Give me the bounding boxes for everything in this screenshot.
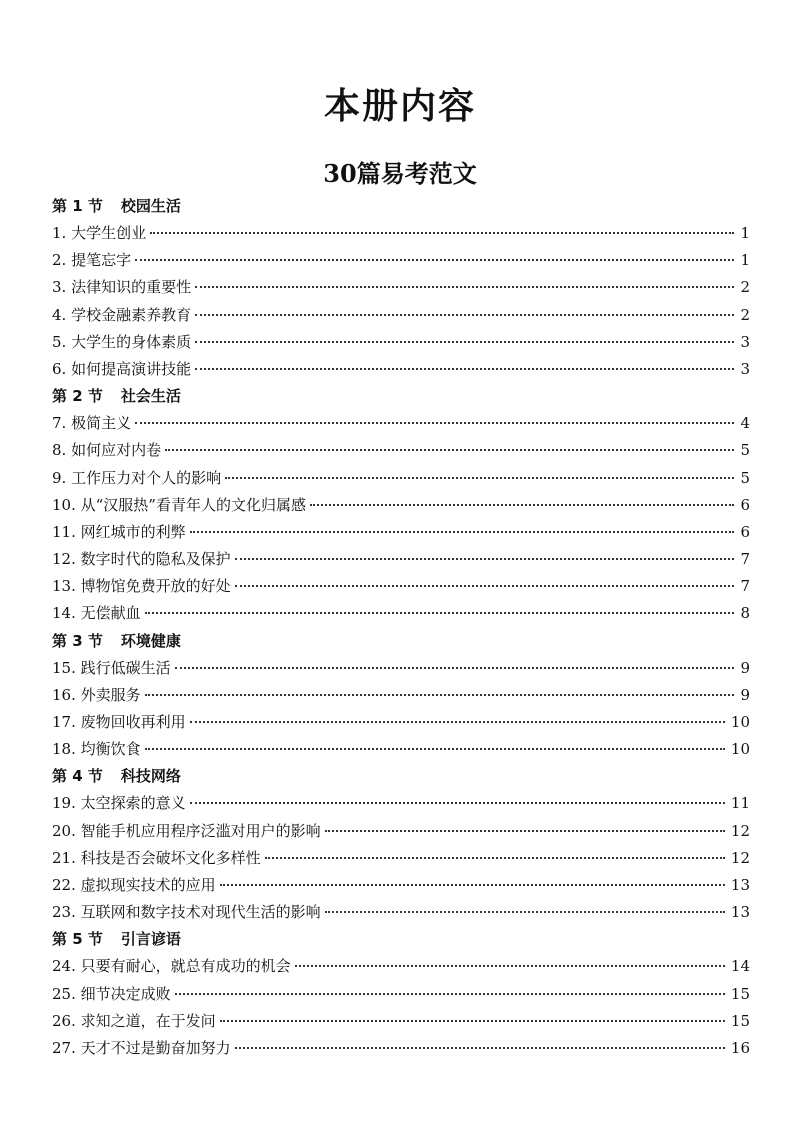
entry-page: 15 [730, 984, 750, 1003]
entry-page: 3 [740, 332, 750, 351]
toc-entry[interactable] [52, 519, 752, 546]
entry-title: 13. 博物馆免费开放的好处 [52, 577, 231, 596]
section-name: 科技网络 [120, 767, 181, 786]
toc-entry[interactable] [52, 274, 752, 301]
entry-page: 13 [730, 903, 750, 922]
entry-page: 2 [740, 278, 750, 297]
section-label: 第 2 节 [52, 387, 103, 406]
entry-title: 4. 学校金融素养教育 [52, 305, 192, 324]
toc-entry[interactable] [52, 492, 752, 519]
section-label: 第 4 节 [52, 767, 103, 786]
toc-entry[interactable] [52, 465, 752, 492]
entry-page: 5 [740, 441, 750, 460]
entry-page: 16 [730, 1038, 750, 1057]
entry-title: 23. 互联网和数字技术对现代生活的影响 [52, 903, 321, 922]
dot-leader [190, 531, 734, 533]
section-name: 引言谚语 [120, 930, 181, 949]
entry-page: 13 [730, 875, 750, 894]
toc-entry[interactable] [52, 356, 752, 383]
entry-page: 11 [730, 794, 750, 813]
entry-title: 8. 如何应对内卷 [52, 441, 162, 460]
dot-leader [225, 477, 734, 479]
dot-leader [220, 1020, 725, 1022]
dot-leader [295, 965, 725, 967]
toc-entry[interactable] [52, 953, 752, 980]
entry-page: 14 [730, 957, 750, 976]
entry-page: 9 [740, 658, 750, 677]
entry-title: 21. 科技是否会破坏文化多样性 [52, 848, 261, 867]
entry-page: 8 [740, 604, 750, 623]
dot-leader [195, 368, 734, 370]
page-title: 本册内容 [323, 85, 476, 127]
section-heading [52, 628, 752, 655]
entry-title: 2. 提笔忘字 [52, 251, 132, 270]
entry-page: 12 [730, 821, 750, 840]
entry-page: 3 [740, 359, 750, 378]
entry-page: 2 [740, 305, 750, 324]
toc-entry[interactable] [52, 437, 752, 464]
dot-leader [135, 422, 734, 424]
section-heading [52, 383, 752, 410]
entry-page: 6 [740, 495, 750, 514]
dot-leader [145, 694, 734, 696]
entry-title: 9. 工作压力对个人的影响 [52, 468, 222, 487]
dot-leader [235, 1047, 725, 1049]
entry-page: 7 [740, 550, 750, 569]
entry-title: 1. 大学生创业 [52, 224, 147, 242]
toc-entry[interactable] [52, 546, 752, 573]
entry-title: 17. 废物回收再利用 [52, 713, 186, 731]
toc-entry[interactable] [52, 899, 752, 926]
section-heading [52, 926, 752, 953]
toc-entry[interactable] [52, 573, 752, 600]
dot-leader [195, 314, 734, 316]
dot-leader [220, 884, 725, 886]
section-name: 校园生活 [120, 197, 181, 215]
dot-leader [310, 504, 734, 506]
entry-title: 11. 网红城市的利弊 [52, 522, 186, 541]
section-name: 环境健康 [120, 631, 181, 650]
dot-leader [190, 802, 725, 804]
toc-entry[interactable] [52, 1008, 752, 1035]
entry-page: 15 [730, 1011, 750, 1030]
dot-leader [190, 721, 725, 723]
toc-entry[interactable] [52, 981, 752, 1008]
entry-page: 12 [730, 848, 750, 867]
entry-page: 10 [730, 713, 750, 731]
toc-entry[interactable] [52, 220, 752, 247]
section-label: 第 5 节 [52, 930, 103, 949]
toc-entry[interactable] [52, 1035, 752, 1062]
entry-title: 24. 只要有耐心，就总有成功的机会 [52, 957, 291, 976]
entry-title: 16. 外卖服务 [52, 685, 141, 704]
entry-title: 7. 极简主义 [52, 414, 132, 433]
toc-entry[interactable] [52, 329, 752, 356]
entry-title: 18. 均衡饮食 [52, 740, 141, 759]
dot-leader [195, 341, 734, 343]
dot-leader [265, 857, 725, 859]
entry-title: 20. 智能手机应用程序泛滥对用户的影响 [52, 821, 321, 840]
page-subtitle: 30篇易考范文 [323, 159, 477, 188]
entry-title: 5. 大学生的身体素质 [52, 332, 192, 351]
entry-page: 1 [740, 224, 750, 242]
entry-page: 9 [740, 685, 750, 704]
dot-leader [175, 993, 725, 995]
dot-leader [235, 585, 734, 587]
toc-entry[interactable] [52, 302, 752, 329]
entry-page: 1 [740, 251, 750, 270]
toc-entry[interactable] [52, 709, 752, 736]
entry-title: 12. 数字时代的隐私及保护 [52, 550, 231, 569]
toc-entry[interactable] [52, 818, 752, 845]
entry-title: 22. 虚拟现实技术的应用 [52, 875, 216, 894]
entry-page: 5 [740, 468, 750, 487]
entry-title: 27. 天才不过是勤奋加努力 [52, 1038, 231, 1057]
toc-entry[interactable] [52, 682, 752, 709]
dot-leader [145, 612, 734, 614]
section-label: 第 1 节 [52, 197, 103, 215]
toc-entry[interactable] [52, 410, 752, 437]
toc-entry[interactable] [52, 247, 752, 274]
dot-leader [235, 558, 734, 560]
dot-leader [135, 259, 734, 261]
dot-leader [165, 449, 734, 451]
entry-title: 6. 如何提高演讲技能 [52, 359, 192, 378]
entry-page: 6 [740, 522, 750, 541]
section-heading [52, 763, 752, 790]
entry-page: 7 [740, 577, 750, 596]
section-heading [52, 193, 752, 220]
toc-entry[interactable] [52, 790, 752, 817]
entry-title: 14. 无偿献血 [52, 604, 141, 623]
table-of-contents [52, 193, 752, 1062]
toc-entry[interactable] [52, 845, 752, 872]
section-name: 社会生活 [120, 387, 181, 406]
entry-title: 3. 法律知识的重要性 [52, 278, 192, 297]
dot-leader [175, 667, 734, 669]
dot-leader [145, 748, 725, 750]
dot-leader [195, 286, 734, 288]
dot-leader [150, 232, 734, 234]
entry-title: 26. 求知之道，在于发问 [52, 1011, 216, 1030]
entry-title: 15. 践行低碳生活 [52, 658, 171, 677]
entry-title: 25. 细节决定成败 [52, 984, 171, 1003]
toc-entry[interactable] [52, 872, 752, 899]
dot-leader [325, 830, 725, 832]
section-label: 第 3 节 [52, 631, 103, 650]
toc-entry[interactable] [52, 655, 752, 682]
entry-page: 10 [730, 740, 750, 759]
entry-title: 10. 从“汉服热”看青年人的文化归属感 [52, 495, 306, 514]
entry-title: 19. 太空探索的意义 [52, 794, 186, 813]
toc-entry[interactable] [52, 600, 752, 627]
toc-entry[interactable] [52, 736, 752, 763]
dot-leader [325, 911, 725, 913]
entry-page: 4 [740, 414, 750, 433]
